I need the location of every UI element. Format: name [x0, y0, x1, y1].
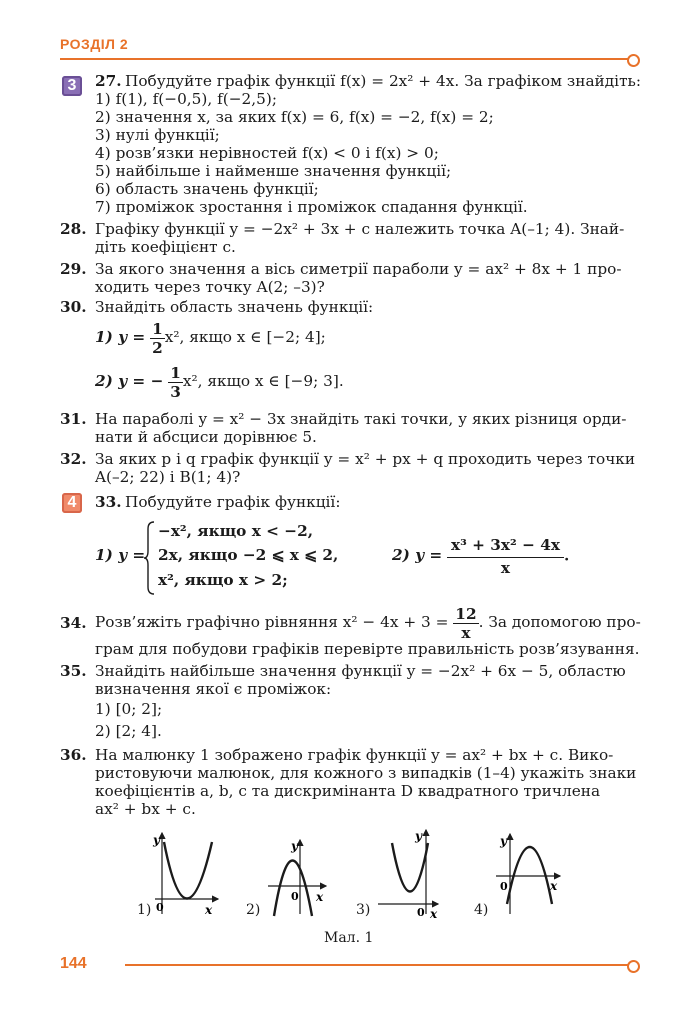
ex33-case1: −x², якщо x < −2, — [158, 522, 314, 540]
ex30-item1-rest: x², якщо x ∈ [−2; 4]; — [164, 328, 326, 346]
ex30-item2-num: 1 — [170, 363, 181, 382]
ex30-item1-den: 2 — [152, 338, 163, 357]
ex33-brace — [143, 521, 155, 595]
ex34-fraction — [453, 605, 478, 642]
ex30-item2-den: 3 — [170, 382, 181, 401]
ex31-line1: На параболі y = x² − 3x знайдіть такі точки, у яких різниця орди- — [95, 410, 627, 428]
graph-2-x-label: x — [316, 890, 324, 904]
ex32-line1: За яких p і q графік функції y = x² + px + q проходить через точки — [95, 450, 636, 468]
ex30-item2-prefix: 2) y = − — [95, 372, 164, 390]
ex27-line7: 6) область значень функції; — [95, 180, 319, 198]
ex27-number: 27. — [95, 72, 122, 90]
ex29-line1: За якого значення a вісь симетрії параболи y = ax² + 8x + 1 про- — [95, 260, 622, 278]
figure-graphs — [0, 820, 695, 930]
ex30-item1-num: 1 — [152, 319, 163, 338]
ex33-line1: Побудуйте графік функції: — [125, 493, 341, 511]
ex34-line1-pre: Розв’яжіть графічно рівняння x² − 4x + 3 = — [95, 613, 449, 631]
graph-2 — [268, 839, 326, 916]
ex35-line4: 2) [2; 4]. — [95, 722, 162, 740]
graph-4-x-label: x — [550, 879, 558, 893]
graph-3-x-label: x — [430, 907, 438, 921]
ex33-f2-fraction — [447, 535, 569, 578]
ex28-line2: діть коефіцієнт c. — [95, 238, 236, 256]
ex27-line6: 5) найбільше і найменше значення функції; — [95, 162, 452, 180]
graph-4-label: 4) — [474, 902, 489, 918]
ex33-f2-num: x³ + 3x² − 4x — [447, 535, 564, 558]
ex30-item1 — [95, 318, 326, 357]
graph-1-y-label: y — [153, 833, 160, 847]
figure-caption: Мал. 1 — [324, 930, 374, 946]
ex29-line2: ходить через точку A(2; –3)? — [95, 278, 325, 296]
graph-2-label: 2) — [246, 902, 261, 918]
ex33-f2-den: x — [500, 559, 511, 577]
graph-4-origin: 0 — [500, 880, 508, 893]
ex27-line3: 2) значення x, за яких f(x) = 6, f(x) = −2, f(x) = 2; — [95, 108, 494, 126]
graph-3 — [378, 829, 438, 921]
ex33-case3: x², якщо x > 2; — [158, 571, 288, 589]
ex28-line1: Графіку функції y = −2x² + 3x + c належить точка A(–1; 4). Знай- — [95, 220, 625, 238]
ex33-f2-frac — [447, 535, 564, 578]
ex36-line1: На малюнку 1 зображено графік функції y = ax² + bx + c. Вико- — [95, 746, 614, 764]
graph-3-label: 3) — [356, 902, 371, 918]
level-4-badge: 4 — [62, 493, 82, 513]
ex34-line1 — [95, 602, 641, 642]
ex32-number: 32. — [60, 450, 87, 468]
ex34-line2: грам для побудови графіків перевірте правильність розв’язування. — [95, 640, 640, 658]
ex27-line5: 4) розв’язки нерівностей f(x) < 0 і f(x) > 0; — [95, 144, 439, 162]
ex34-line1-post: . За допомогою про- — [478, 613, 641, 631]
header-rule — [60, 58, 628, 60]
ex30-item2 — [95, 362, 344, 401]
ex36-line2: ристовуючи малюнок, для кожного з випадків (1–4) укажіть знаки — [95, 764, 637, 782]
ex30-item1-prefix: 1) y = — [95, 328, 146, 346]
ex30-number: 30. — [60, 298, 87, 316]
ex34-frac-num: 12 — [455, 604, 477, 623]
ex27-line2: 1) f(1), f(−0,5), f(−2,5); — [95, 90, 277, 108]
ex35-line3: 1) [0; 2]; — [95, 700, 163, 718]
ex32-line2: A(–2; 22) і B(1; 4)? — [95, 468, 241, 486]
ex27-line1: Побудуйте графік функції f(x) = 2x² + 4x. За графіком знайдіть: — [125, 72, 642, 90]
ex35-line2: визначення якої є проміжок: — [95, 680, 332, 698]
footer-rule — [125, 964, 628, 966]
ex28-number: 28. — [60, 220, 87, 238]
ex33-case2: 2x, якщо −2 ⩽ x ⩽ 2, — [158, 546, 339, 564]
ex30-line1: Знайдіть область значень функції: — [95, 298, 374, 316]
ex36-line3: коефіцієнтів a, b, c та дискримінанта D квадратного тричлена — [95, 782, 601, 800]
graph-1-origin: 0 — [156, 901, 164, 914]
graph-1-x-label: x — [205, 903, 213, 917]
graph-3-y-label: y — [415, 829, 422, 843]
ex36-line4: ax² + bx + c. — [95, 800, 196, 818]
ex27-line4: 3) нулі функції; — [95, 126, 220, 144]
graph-1-label: 1) — [137, 902, 152, 918]
graph-2-origin: 0 — [291, 890, 299, 903]
graph-1 — [152, 833, 218, 917]
ex34-frac-den: x — [461, 623, 471, 642]
level-3-badge: 3 — [62, 76, 82, 96]
header-rule-end — [627, 54, 640, 67]
ex33-number: 33. — [95, 493, 122, 511]
graph-4-y-label: y — [500, 834, 507, 848]
ex36-number: 36. — [60, 746, 87, 764]
graph-4 — [496, 834, 560, 914]
ex35-number: 35. — [60, 662, 87, 680]
footer-rule-end — [627, 960, 640, 973]
ex29-number: 29. — [60, 260, 87, 278]
section-header: РОЗДІЛ 2 — [60, 36, 129, 52]
graph-2-y-label: y — [291, 839, 298, 853]
page-number: 144 — [60, 955, 87, 972]
ex33-f2-label: 2) y = — [392, 546, 443, 564]
ex34-number: 34. — [60, 614, 87, 632]
ex30-item2-rest: x², якщо x ∈ [−9; 3]. — [182, 372, 344, 390]
ex35-line1: Знайдіть найбільше значення функції y = −2x² + 6x − 5, областю — [95, 662, 626, 680]
ex33-f2-dot: . — [563, 546, 570, 565]
ex30-item2-fraction — [168, 364, 183, 401]
ex31-line2: нати й абсциси дорівнює 5. — [95, 428, 317, 446]
ex33-f1-label: 1) y = — [95, 546, 146, 564]
graph-3-origin: 0 — [417, 906, 425, 919]
ex27-line8: 7) проміжок зростання і проміжок спадання функції. — [95, 198, 528, 216]
ex30-item1-fraction — [150, 320, 165, 357]
ex31-number: 31. — [60, 410, 87, 428]
